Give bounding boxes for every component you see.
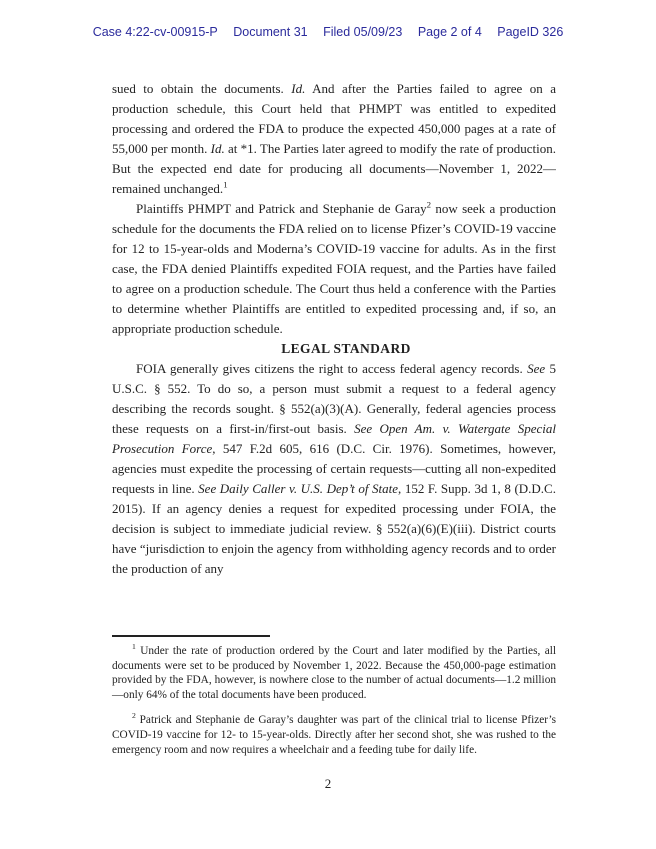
body-paragraph-3: FOIA generally gives citizens the right to access federal agency records. See 5 U.S.C. § 552. To do so, a person must submit a request to a federal agency describing the records sought. § 552(a)(3)(A). Generally, federal agencies process these requests on a first-in/first-out basis. See Open Am. v. Watergate Special Prosecution Force, 547 F.2d 605, 616 (D.C. Cir. 1976). Sometimes, however, agencies must expedite the processing of certain requests—cutting all non-expedited requests in line. See Daily Caller v. U.S. Dep’t of State, 152 F. Supp. 3d 1, 8 (D.D.C. 2015). If an agency denies a request for expedited processing under FOIA, the decision is subject to immediate judicial review. § 552(a)(6)(E)(iii). District courts have “jurisdiction to enjoin the agency from withholding agency records and to order the production of any — [112, 361, 556, 576]
document-number: Document 31 — [233, 25, 308, 39]
body-paragraph-1: sued to obtain the documents. Id. And after the Parties failed to agree on a production schedule, this Court held that PHMPT was entitled to expedited processing and ordered the FDA to produce the expected 450,000 pages at a rate of 55,000 per month. Id. at *1. The Parties later agreed to modify the rate of production. But the expected end date for producing all documents—November 1, 2022—remained unchanged.$^1$ — [112, 81, 556, 196]
section-heading: LEGAL STANDARD — [281, 341, 411, 356]
case-number: Case 4:22-cv-00915-P — [92, 25, 218, 39]
case-stamp-header — [0, 25, 656, 40]
footnote-separator — [112, 635, 270, 637]
footnote-2: $^2$ Patrick and Stephanie de Garay’s daughter was part of the clinical trial to license Pfizer’s COVID-19 vaccine for 12- to 15-year-olds. Directly after her second shot, she was rushed to the emergency room and now requires a wheelchair and a feeding tube for daily life. — [112, 711, 556, 756]
pageid-number: PageID 326 — [497, 25, 564, 39]
footnote-block — [112, 635, 556, 768]
footnote-1: $^1$ Under the rate of production ordered by the Court and later modified by the Parties, all documents were set to be produced by November 1, 2022. Because the 450,000-page estimation provided by the FDA, however, is nowhere close to the number of actual documents—1.2 million—only 64% of the total documents have been produced. — [112, 642, 556, 701]
filed-date: Filed 05/09/23 — [323, 25, 403, 39]
page-indicator: Page 2 of 4 — [417, 25, 482, 39]
page-number: 2 — [324, 776, 332, 791]
document-body — [112, 79, 556, 635]
body-paragraph-2: Plaintiffs PHMPT and Patrick and Stephanie de Garay$^2$ now seek a production schedule for the documents the FDA relied on to license Pfizer’s COVID-19 vaccine for 12 to 15-year-olds and Moderna’s COVID-19 vaccine for adults. As in the first case, the FDA denied Plaintiffs expedited FOIA request, and the Parties have failed to agree on a production schedule. The Court thus held a conference with the Parties to determine whether Plaintiffs are entitled to expedited processing and, if so, an appropriate production schedule. — [112, 199, 556, 336]
